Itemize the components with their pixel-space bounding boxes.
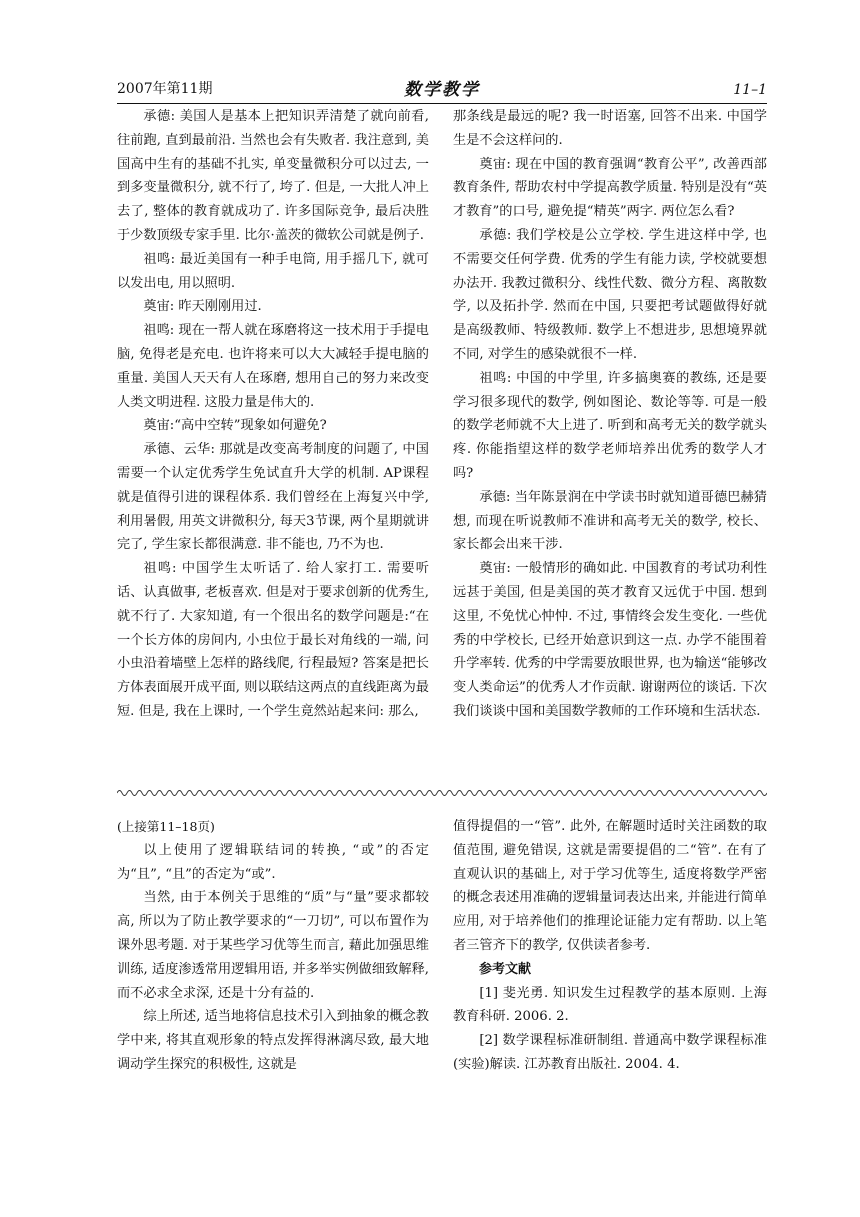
paragraph: 综上所述, 适当地将信息技术引入到抽象的概念教学中来, 将其直观形象的特点发挥得淋漓尽致, 最大地调动学生探究的积极性, 这就是 [117,1009,429,1072]
paragraph: 值得提倡的一“管”. 此外, 在解题时适时关注函数的取值范围, 避免错误, 这就是需要提倡的二“管”. 在有了直观认识的基础上, 对于学习优等生, 适度将数学严密的概念表述用准确的逻辑量词表达出来, 并能进行简单应用, 对于培养他们的推理论证能力定有帮助. 以上笔者三管齐下的教学, 仅供读者参考. [453,819,767,953]
upper-right-column [453,105,767,724]
paragraph: 奠宙: 一般情形的确如此. 中国教育的考试功利性远甚于美国, 但是美国的英才教育又远优于中国. 想到这里, 不免忧心忡忡. 不过, 事情终会发生变化. 一些优秀的中学校长, 已经开始意识到这一点. 办学不能围着升学率转. 优秀的中学需要放眼世界, 也为输送“能够改变人类命运”的优秀人才作贡献. 谢谢两位的谈话. 下次我们谈谈中国和美国数学教师的工作环境和生活状态. [453,561,767,719]
page-number: 11–1 [733,82,767,98]
paragraph: 祖鸣: 最近美国有一种手电筒, 用手摇几下, 就可以发出电, 用以照明. [117,251,429,291]
paragraph: 奠宙: 昨天刚刚用过. [143,299,262,315]
paragraph: 奠宙:“高中空转”现象如何避免? [143,418,327,434]
continued-note: (上接第11–18页) [117,819,215,834]
paragraph: 那条线是最远的呢? 我一时语塞, 回答不出来. 中国学生是不会这样问的. [453,109,767,148]
lower-right-column [453,815,767,1077]
upper-left-column [117,105,429,724]
section-divider [117,786,767,800]
paragraph: 祖鸣: 中国的中学里, 许多搞奥赛的教练, 还是要学习很多现代的数学, 例如图论、数论等等. 可是一般的数学老师就不大上进了. 听到和高考无关的数学就头疼. 你能指望这样的数学老师培养出优秀的数学人才吗? [453,370,767,481]
paragraph: 承德: 美国人是基本上把知识弄清楚了就向前看, 往前跑, 直到最前沿. 当然也会有失败者. 我注意到, 美国高中生有的基础不扎实, 单变量微积分可以过去, 一到多变量微积分, 就不行了, 垮了. 但是, 一大批人冲上去了, 整体的教育就成功了. 许多国际竞争, 最后决胜于少数顶级专家手里. 比尔·盖茨的微软公司就是例子. [117,109,429,243]
paragraph: 承德: 我们学校是公立学校. 学生进这样中学, 也不需要交任何学费. 优秀的学生有能力读, 学校就要想办法开. 我教过微积分、线性代数、微分方程、离散数学, 以及拓扑学. 然而在中国, 只要把考试题做得好就是高级教师、特级教师. 数学上不想进步, 思想境界就不同, 对学生的感染就很不一样. [453,227,767,362]
lower-left-column [117,815,429,1077]
paragraph: 祖鸣: 中国学生太听话了. 给人家打工. 需要听话、认真做事, 老板喜欢. 但是对于要求创新的优秀生, 就不行了. 大家知道, 有一个很出名的数学问题是:“在一个长方体的房间内, 小虫位于最长对角线的一端, 问小虫沿着墙壁上怎样的路线爬, 行程最短? 答案是把长方体表面展开成平面, 则以联结这两点的直线距离为最短. 但是, 我在上课时, 一个学生竟然站起来问: 那么, [117,561,429,719]
reference-item: [2] 数学课程标准研制组. 普通高中数学课程标准(实验)解读. 江苏教育出版社. 2004. 4. [453,1033,767,1072]
header-rule [117,103,767,104]
paragraph: 承德、云华: 那就是改变高考制度的问题了, 中国需要一个认定优秀学生免试直升大学的机制. AP课程就是值得引进的课程体系. 我们曾经在上海复兴中学, 利用暑假, 用英文讲微积分, 每天3节课, 两个星期就讲完了, 学生家长都很满意. 非不能也, 乃不为也. [117,442,429,553]
paragraph: 祖鸣: 现在一帮人就在琢磨将这一技术用于手提电脑, 免得老是充电. 也许将来可以大大减轻手提电脑的重量. 美国人天天有人在琢磨, 想用自己的努力来改变人类文明进程. 这股力量是伟大的. [117,323,429,410]
reference-item: [1] 斐光勇. 知识发生过程教学的基本原则. 上海教育科研. 2006. 2. [453,985,767,1025]
references-heading: 参考文献 [479,961,532,977]
paragraph: 以上使用了逻辑联结词的转换, “或”的否定为“且”, “且”的否定为“或”. [117,842,429,882]
paragraph: 承德: 当年陈景润在中学读书时就知道哥德巴赫猜想, 而现在听说教师不准讲和高考无关的数学, 校长、家长都会出来干涉. [453,489,767,553]
running-header [117,76,767,102]
issue-label: 2007年第11期 [117,81,213,97]
journal-title: 数学教学 [404,80,480,100]
paragraph: 奠宙: 现在中国的教育强调“教育公平”, 改善西部教育条件, 帮助农村中学提高教学质量. 特别是没有“英才教育”的口号, 避免提“精英”两字. 两位怎么看? [453,156,767,220]
paragraph: 当然, 由于本例关于思维的“质”与“量”要求都较高, 所以为了防止教学要求的“一刀切”, 可以布置作为课外思考题. 对于某些学习优等生而言, 藉此加强思维训练, 适度渗透常用逻辑用语, 并多举实例做细致解释, 而不必求全求深, 还是十分有益的. [117,890,429,1001]
